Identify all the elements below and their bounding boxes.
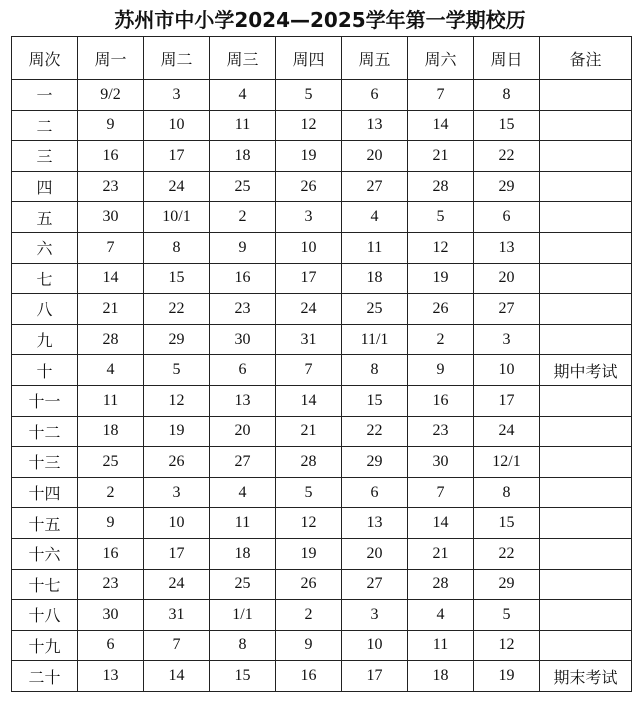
- week-number-cell: 二十: [12, 661, 78, 692]
- date-cell: 7: [276, 355, 342, 386]
- week-number-cell: 二: [12, 110, 78, 141]
- date-cell: 9: [210, 232, 276, 263]
- week-number-cell: 十七: [12, 569, 78, 600]
- date-cell: 23: [78, 171, 144, 202]
- date-cell: 14: [78, 263, 144, 294]
- date-cell: 26: [144, 447, 210, 478]
- date-cell: 11: [78, 385, 144, 416]
- note-cell: [540, 416, 632, 447]
- week-number-cell: 七: [12, 263, 78, 294]
- date-cell: 19: [276, 538, 342, 569]
- date-cell: 5: [276, 80, 342, 111]
- date-cell: 12/1: [474, 447, 540, 478]
- date-cell: 10/1: [144, 202, 210, 233]
- date-cell: 5: [144, 355, 210, 386]
- week-number-cell: 十五: [12, 508, 78, 539]
- date-cell: 14: [144, 661, 210, 692]
- header-sunday: 周日: [474, 37, 540, 80]
- date-cell: 16: [276, 661, 342, 692]
- date-cell: 18: [342, 263, 408, 294]
- date-cell: 20: [210, 416, 276, 447]
- table-row: [12, 447, 632, 478]
- date-cell: 28: [78, 324, 144, 355]
- date-cell: 13: [78, 661, 144, 692]
- week-number-cell: 八: [12, 294, 78, 325]
- date-cell: 9: [276, 630, 342, 661]
- date-cell: 28: [408, 171, 474, 202]
- date-cell: 4: [210, 477, 276, 508]
- week-number-cell: 十三: [12, 447, 78, 478]
- header-friday: 周五: [342, 37, 408, 80]
- date-cell: 30: [78, 202, 144, 233]
- table-row: [12, 416, 632, 447]
- date-cell: 26: [408, 294, 474, 325]
- date-cell: 21: [408, 538, 474, 569]
- date-cell: 25: [210, 569, 276, 600]
- date-cell: 8: [474, 80, 540, 111]
- date-cell: 6: [342, 80, 408, 111]
- date-cell: 2: [78, 477, 144, 508]
- week-number-cell: 九: [12, 324, 78, 355]
- date-cell: 13: [342, 508, 408, 539]
- date-cell: 12: [276, 110, 342, 141]
- table-row: [12, 508, 632, 539]
- date-cell: 27: [342, 569, 408, 600]
- date-cell: 6: [474, 202, 540, 233]
- note-cell: 期末考试: [540, 661, 632, 692]
- date-cell: 11: [210, 110, 276, 141]
- date-cell: 15: [210, 661, 276, 692]
- week-number-cell: 五: [12, 202, 78, 233]
- date-cell: 4: [408, 600, 474, 631]
- date-cell: 11: [342, 232, 408, 263]
- date-cell: 21: [78, 294, 144, 325]
- week-number-cell: 一: [12, 80, 78, 111]
- date-cell: 13: [474, 232, 540, 263]
- date-cell: 12: [144, 385, 210, 416]
- table-row: [12, 355, 632, 386]
- date-cell: 13: [342, 110, 408, 141]
- date-cell: 7: [144, 630, 210, 661]
- date-cell: 28: [276, 447, 342, 478]
- date-cell: 17: [474, 385, 540, 416]
- note-cell: [540, 569, 632, 600]
- date-cell: 20: [342, 141, 408, 172]
- table-row: [12, 661, 632, 692]
- date-cell: 6: [210, 355, 276, 386]
- date-cell: 24: [276, 294, 342, 325]
- date-cell: 12: [276, 508, 342, 539]
- date-cell: 9: [408, 355, 474, 386]
- date-cell: 24: [144, 569, 210, 600]
- school-calendar-table: [11, 36, 632, 692]
- date-cell: 8: [144, 232, 210, 263]
- date-cell: 24: [474, 416, 540, 447]
- date-cell: 3: [342, 600, 408, 631]
- date-cell: 31: [144, 600, 210, 631]
- header-wednesday: 周三: [210, 37, 276, 80]
- date-cell: 24: [144, 171, 210, 202]
- date-cell: 22: [474, 538, 540, 569]
- calendar-body: [12, 80, 632, 692]
- table-row: [12, 263, 632, 294]
- date-cell: 2: [408, 324, 474, 355]
- date-cell: 19: [144, 416, 210, 447]
- date-cell: 9/2: [78, 80, 144, 111]
- header-tuesday: 周二: [144, 37, 210, 80]
- date-cell: 19: [408, 263, 474, 294]
- week-number-cell: 六: [12, 232, 78, 263]
- table-row: [12, 600, 632, 631]
- date-cell: 30: [408, 447, 474, 478]
- date-cell: 2: [210, 202, 276, 233]
- date-cell: 15: [342, 385, 408, 416]
- table-row: [12, 569, 632, 600]
- date-cell: 23: [210, 294, 276, 325]
- date-cell: 22: [474, 141, 540, 172]
- date-cell: 3: [474, 324, 540, 355]
- date-cell: 12: [474, 630, 540, 661]
- date-cell: 9: [78, 508, 144, 539]
- date-cell: 23: [408, 416, 474, 447]
- date-cell: 16: [78, 538, 144, 569]
- table-row: [12, 294, 632, 325]
- date-cell: 6: [342, 477, 408, 508]
- date-cell: 13: [210, 385, 276, 416]
- header-thursday: 周四: [276, 37, 342, 80]
- week-number-cell: 十一: [12, 385, 78, 416]
- date-cell: 22: [144, 294, 210, 325]
- note-cell: [540, 110, 632, 141]
- date-cell: 8: [342, 355, 408, 386]
- date-cell: 14: [408, 508, 474, 539]
- table-row: [12, 232, 632, 263]
- date-cell: 5: [408, 202, 474, 233]
- date-cell: 31: [276, 324, 342, 355]
- note-cell: [540, 171, 632, 202]
- date-cell: 14: [408, 110, 474, 141]
- date-cell: 5: [276, 477, 342, 508]
- table-row: [12, 110, 632, 141]
- date-cell: 10: [276, 232, 342, 263]
- table-row: [12, 141, 632, 172]
- week-number-cell: 十四: [12, 477, 78, 508]
- date-cell: 3: [144, 80, 210, 111]
- date-cell: 26: [276, 569, 342, 600]
- table-row: [12, 385, 632, 416]
- header-monday: 周一: [78, 37, 144, 80]
- date-cell: 17: [342, 661, 408, 692]
- date-cell: 3: [276, 202, 342, 233]
- week-number-cell: 四: [12, 171, 78, 202]
- date-cell: 30: [210, 324, 276, 355]
- week-number-cell: 十九: [12, 630, 78, 661]
- date-cell: 14: [276, 385, 342, 416]
- note-cell: [540, 202, 632, 233]
- date-cell: 25: [78, 447, 144, 478]
- date-cell: 9: [78, 110, 144, 141]
- date-cell: 16: [210, 263, 276, 294]
- date-cell: 15: [144, 263, 210, 294]
- note-cell: [540, 141, 632, 172]
- date-cell: 11: [210, 508, 276, 539]
- page-title: 苏州市中小学2024—2025学年第一学期校历: [114, 8, 526, 32]
- date-cell: 16: [408, 385, 474, 416]
- table-row: [12, 171, 632, 202]
- date-cell: 11/1: [342, 324, 408, 355]
- header-saturday: 周六: [408, 37, 474, 80]
- date-cell: 18: [210, 538, 276, 569]
- date-cell: 1/1: [210, 600, 276, 631]
- date-cell: 12: [408, 232, 474, 263]
- date-cell: 2: [276, 600, 342, 631]
- date-cell: 25: [210, 171, 276, 202]
- date-cell: 10: [342, 630, 408, 661]
- date-cell: 25: [342, 294, 408, 325]
- date-cell: 8: [210, 630, 276, 661]
- date-cell: 21: [276, 416, 342, 447]
- date-cell: 29: [474, 569, 540, 600]
- table-row: [12, 630, 632, 661]
- date-cell: 28: [408, 569, 474, 600]
- date-cell: 20: [474, 263, 540, 294]
- week-number-cell: 三: [12, 141, 78, 172]
- date-cell: 29: [144, 324, 210, 355]
- header-notes: 备注: [540, 37, 632, 80]
- date-cell: 27: [342, 171, 408, 202]
- date-cell: 27: [474, 294, 540, 325]
- date-cell: 10: [144, 508, 210, 539]
- date-cell: 10: [144, 110, 210, 141]
- date-cell: 11: [408, 630, 474, 661]
- week-number-cell: 十六: [12, 538, 78, 569]
- date-cell: 27: [210, 447, 276, 478]
- date-cell: 6: [78, 630, 144, 661]
- date-cell: 23: [78, 569, 144, 600]
- note-cell: [540, 80, 632, 111]
- table-row: [12, 324, 632, 355]
- note-cell: 期中考试: [540, 355, 632, 386]
- date-cell: 21: [408, 141, 474, 172]
- week-number-cell: 十二: [12, 416, 78, 447]
- date-cell: 18: [408, 661, 474, 692]
- date-cell: 30: [78, 600, 144, 631]
- date-cell: 29: [474, 171, 540, 202]
- note-cell: [540, 232, 632, 263]
- date-cell: 4: [78, 355, 144, 386]
- date-cell: 22: [342, 416, 408, 447]
- note-cell: [540, 263, 632, 294]
- date-cell: 4: [210, 80, 276, 111]
- date-cell: 15: [474, 508, 540, 539]
- table-row: [12, 477, 632, 508]
- date-cell: 20: [342, 538, 408, 569]
- date-cell: 17: [144, 141, 210, 172]
- note-cell: [540, 385, 632, 416]
- date-cell: 8: [474, 477, 540, 508]
- note-cell: [540, 477, 632, 508]
- date-cell: 26: [276, 171, 342, 202]
- date-cell: 4: [342, 202, 408, 233]
- date-cell: 7: [78, 232, 144, 263]
- date-cell: 18: [78, 416, 144, 447]
- date-cell: 3: [144, 477, 210, 508]
- date-cell: 17: [276, 263, 342, 294]
- date-cell: 7: [408, 477, 474, 508]
- note-cell: [540, 294, 632, 325]
- table-row: [12, 202, 632, 233]
- week-number-cell: 十: [12, 355, 78, 386]
- note-cell: [540, 538, 632, 569]
- header-week: 周次: [12, 37, 78, 80]
- note-cell: [540, 324, 632, 355]
- header-row: [12, 37, 632, 80]
- date-cell: 19: [276, 141, 342, 172]
- date-cell: 18: [210, 141, 276, 172]
- note-cell: [540, 600, 632, 631]
- table-row: [12, 538, 632, 569]
- date-cell: 29: [342, 447, 408, 478]
- note-cell: [540, 447, 632, 478]
- date-cell: 16: [78, 141, 144, 172]
- date-cell: 17: [144, 538, 210, 569]
- week-number-cell: 十八: [12, 600, 78, 631]
- date-cell: 5: [474, 600, 540, 631]
- date-cell: 19: [474, 661, 540, 692]
- note-cell: [540, 508, 632, 539]
- note-cell: [540, 630, 632, 661]
- table-row: [12, 80, 632, 111]
- date-cell: 7: [408, 80, 474, 111]
- date-cell: 10: [474, 355, 540, 386]
- date-cell: 15: [474, 110, 540, 141]
